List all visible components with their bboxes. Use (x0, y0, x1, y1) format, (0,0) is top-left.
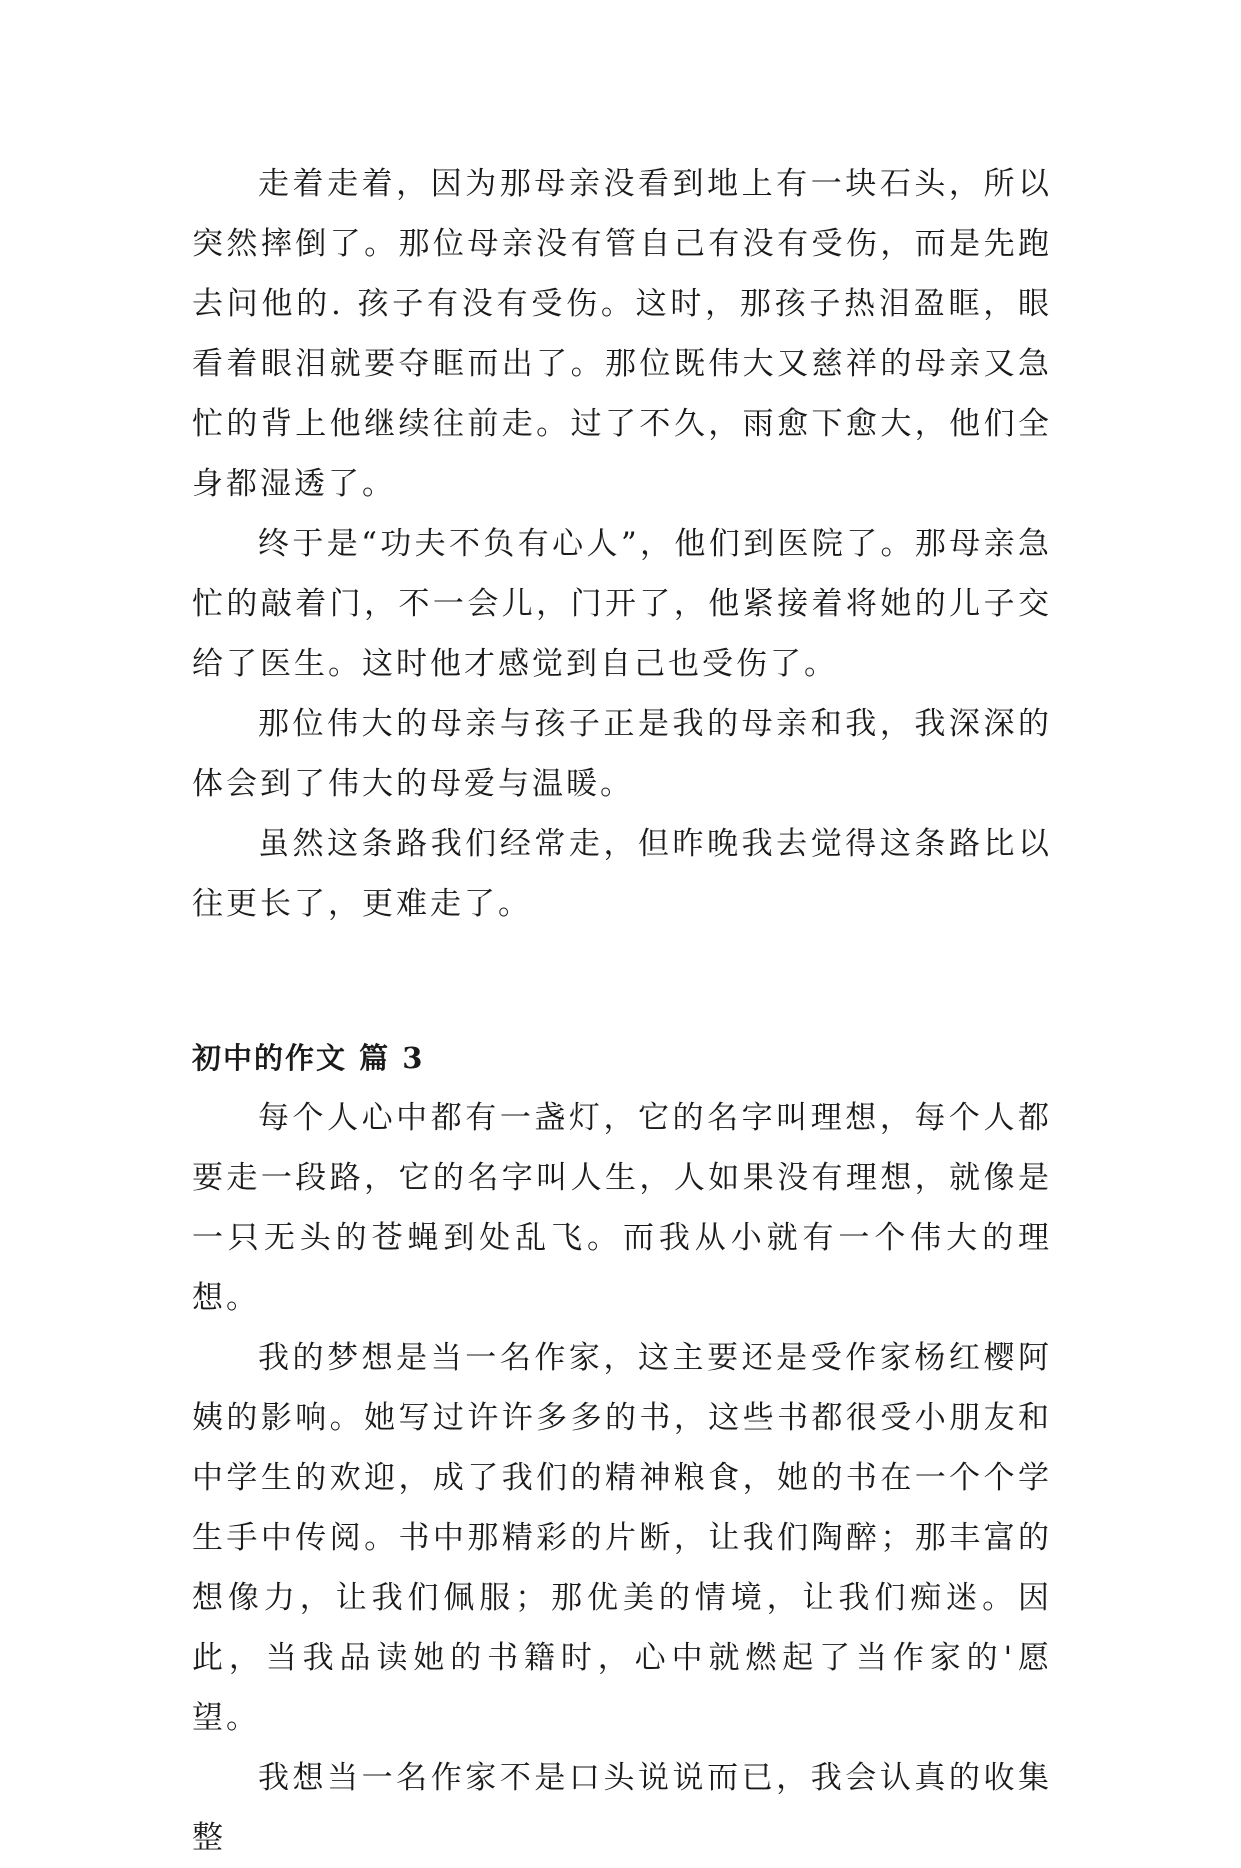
paragraph: 我想当一名作家不是口头说说而已，我会认真的收集整 (192, 1760, 1052, 1856)
paragraph: 那位伟大的母亲与孩子正是我的母亲和我，我深深的体会到了伟大的母爱与温暖。 (192, 706, 1052, 802)
paragraph: 我的梦想是当一名作家，这主要还是受作家杨红樱阿姨的影响。她写过许许多多的书，这些书都很受小朋友和中学生的欢迎，成了我们的精神粮食，她的书在一个个学生手中传阅。书中那精彩的片断，让我们陶醉；那丰富的想像力，让我们佩服；那优美的情境，让我们痴迷。因此，当我品读她的书籍时，心中就燃起了当作家的'愿望。 (192, 1340, 1052, 1736)
paragraph: 终于是“功夫不负有心人”，他们到医院了。那母亲急忙的敲着门，不一会儿，门开了，他紧接着将她的儿子交给了医生。这时他才感觉到自己也受伤了。 (192, 526, 1052, 682)
paragraph: 每个人心中都有一盏灯，它的名字叫理想，每个人都要走一段路，它的名字叫人生，人如果没有理想，就像是一只无头的苍蝇到处乱飞。而我从小就有一个伟大的理想。 (192, 1100, 1052, 1316)
section-heading: 初中的作文 篇 3 (192, 1041, 425, 1075)
paragraph: 虽然这条路我们经常走，但昨晚我去觉得这条路比以往更长了，更难走了。 (192, 826, 1052, 922)
paragraph: 走着走着，因为那母亲没看到地上有一块石头，所以突然摔倒了。那位母亲没有管自己有没有受伤，而是先跑去问他的. 孩子有没有受伤。这时，那孩子热泪盈眶，眼看着眼泪就要夺眶而出了。那位既伟大又慈祥的母亲又急忙的背上他继续往前走。过了不久，雨愈下愈大，他们全身都湿透了。 (192, 166, 1052, 502)
document-body (192, 154, 1052, 1868)
